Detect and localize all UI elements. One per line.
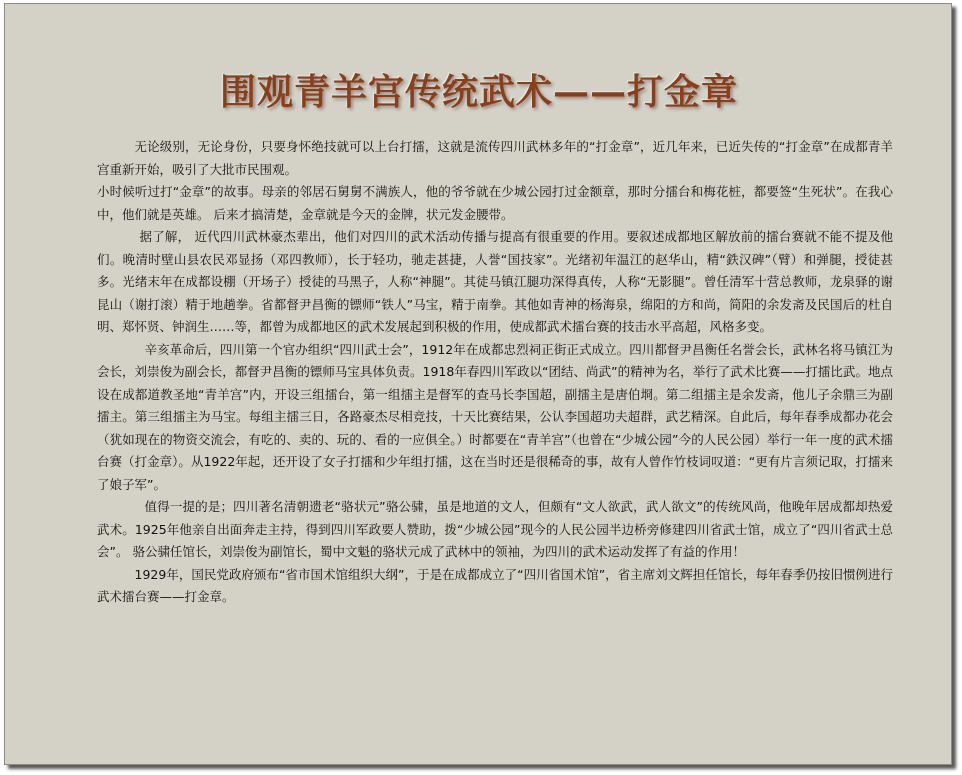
paragraph-2: 小时候听过打“金章”的故事。母亲的邻居石舅舅不满族人，他的爷爷就在少城公园打过金额章，那时分擂台和梅花桩，都要签“生死状”。在我心中，他们就是英雄。 后来才搞清楚，金章就是今天的金牌，状元发金腰带。 (97, 184, 893, 222)
article-title: 围观青羊宫传统武术——打金章 (219, 71, 738, 113)
article-body (97, 136, 893, 609)
article-frame (4, 3, 952, 765)
paragraph-3: 据了解， 近代四川武林豪杰辈出，他们对四川的武术活动传播与提高有很重要的作用。要叙述成都地区解放前的擂台赛就不能不提及他们。晚清时壁山县农民邓显扬（邓四教师），长于轻功，驰走甚捷，人誉“国技家”。光绪初年温江的赵华山，精“鉄汉碑”（臂）和弹腿，授徒甚多。光绪末年在成都设棚（开场子）授徒的马黑子，人称“神腿”。其徒马镇江腿功深得真传，人称“无影腿”。曾任清军十营总教师，龙泉驿的谢昆山（谢打滚）精于地趟拳。省都督尹昌衡的镖师“铁人”马宝，精于南拳。其他如青神的杨海泉，绵阳的方和尚，简阳的余发斋及民国后的杜自明、郑怀贤、钟润生……等，都曾为成都地区的武术发展起到积极的作用，使成都武术擂台赛的技击水平高超，风格多变。 (97, 229, 893, 334)
paragraph-4: 辛亥革命后，四川第一个官办组织“四川武士会”，1912年在成都忠烈祠正街正式成立。四川都督尹昌衡任名誉会长，武林名将马镇江为会长，刘崇俊为副会长，都督尹昌衡的镖师马宝具体负责。1918年春四川军政以“团结、尚武”的精神为名，举行了武术比赛——打擂比武。地点设在成都道教圣地“青羊宫”内，开设三组擂台，第一组擂主是督军的查马长李国超，副擂主是唐伯埛。第二组擂主是余发斋，他儿子余鼎三为副擂主。第三组擂主为马宝。每组主擂三日，各路豪杰尽相竞技，十天比赛结果，公认李国超功夫超群，武艺精深。自此后，每年春季成都办花会（犹如现在的物资交流会，有吃的、卖的、玩的、看的一应俱全。）时都要在“青羊宫”（也曾在“少城公园”今的人民公园）举行一年一度的武术擂台赛（打金章）。从1922年起，还开设了女子打擂和少年组打擂，这在当时还是很稀奇的事，故有人曾作竹枝词叹道：“更有片言须记取，打擂来了娘子军”。 (97, 341, 893, 492)
paragraph-6: 1929年，国民党政府颁布“省市国术馆组织大纲”，于是在成都成立了“四川省国术馆”，省主席刘文辉担任馆长，每年春季仍按旧惯例进行武术擂台赛——打金章。 (97, 566, 893, 604)
paragraph-5: 值得一提的是；四川著名清朝遗老“骆状元”骆公骕，虽是地道的文人，但颇有“文人欲武，武人欲文”的传统风尚，他晚年居成都却热爱武术。1925年他亲自出面奔走主持，得到四川军政要人赞助，拨“少城公园”现今的人民公园半边桥旁修建四川省武士馆，成立了“四川省武士总会”。 骆公骕任馆长，刘崇俊为副馆长，蜀中文魁的骆状元成了武林中的领袖，为四川的武术运动发挥了有益的作用！ (97, 499, 893, 559)
paragraph-1: 无论级别，无论身份，只要身怀绝技就可以上台打擂，这就是流传四川武林多年的“打金章”，近几年来，已近失传的“打金章”在成都青羊宫重新开始，吸引了大批市民围观。 (97, 139, 893, 177)
